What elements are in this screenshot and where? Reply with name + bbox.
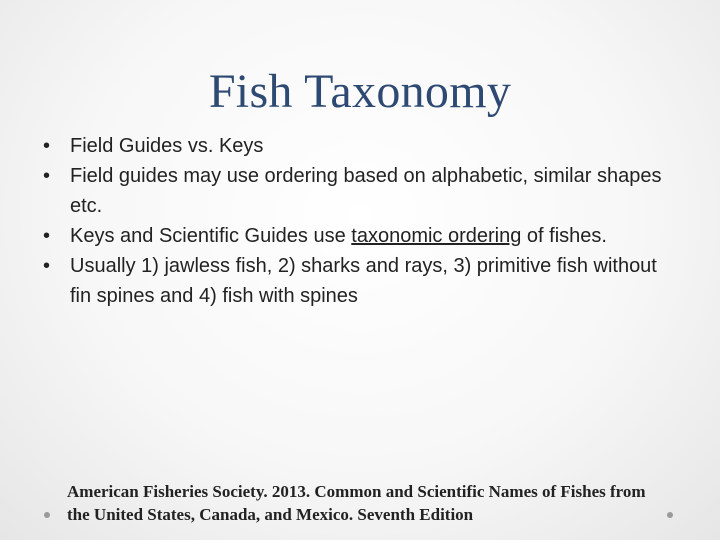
bullet-marker: • xyxy=(43,165,51,187)
decorative-dot-left xyxy=(44,512,50,518)
underlined-term: taxonomic ordering xyxy=(351,225,522,247)
bullet-item xyxy=(38,251,678,311)
bullet-text: Field Guides vs. Keys xyxy=(70,135,264,157)
citation-text: American Fisheries Society. 2013. Common and Scientific Names of Fishes from the United States, Canada, and Mexico. Seventh Edition xyxy=(67,482,646,524)
decorative-dot-right xyxy=(667,512,673,518)
bullet-item xyxy=(38,161,678,221)
bullet-text-post: of fishes. xyxy=(521,225,607,247)
bullet-text: Field guides may use ordering based on alphabetic, similar shapes etc. xyxy=(70,165,662,217)
bullet-marker: • xyxy=(43,135,51,157)
bullet-text: Usually 1) jawless fish, 2) sharks and rays, 3) primitive fish without fin spines and 4) fish with spines xyxy=(70,255,657,307)
bullet-text-pre: Keys and Scientific Guides use xyxy=(70,225,352,247)
bullet-marker: • xyxy=(43,255,51,277)
bullet-marker: • xyxy=(43,225,51,247)
bullet-item xyxy=(38,131,678,161)
bullet-item xyxy=(38,221,678,251)
bullet-list xyxy=(38,131,678,311)
slide-title: Fish Taxonomy xyxy=(208,65,512,118)
